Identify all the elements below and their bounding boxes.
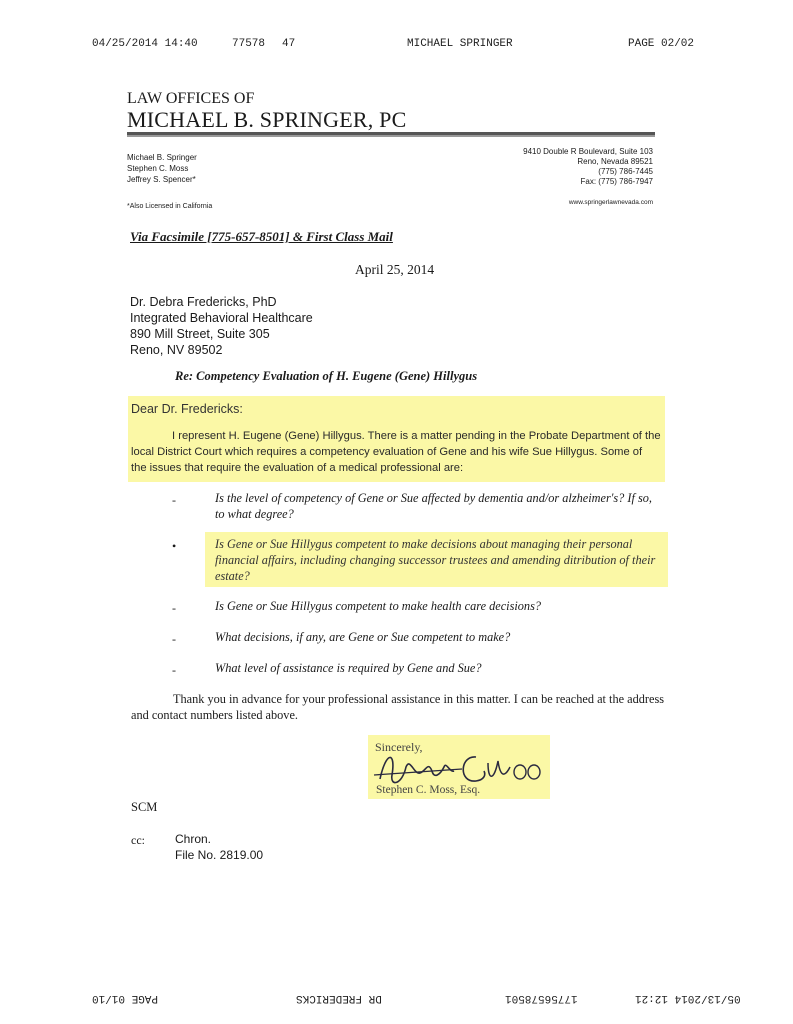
cc-list: [175, 831, 263, 863]
question-line: financial affairs, including changing successor trustees and amending ditribution of their: [215, 553, 656, 567]
letterhead-rule: [127, 132, 655, 137]
intro-line: local District Court which requires a competency evaluation of Gene and his wife Sue Hillygus. Some of: [131, 446, 643, 458]
footer-sender: DR FREDERICKS: [296, 992, 382, 1004]
recipient-line: Reno, NV 89502: [130, 343, 223, 357]
fax-number: 77578: [232, 38, 266, 50]
cc-item: File No. 2819.00: [175, 848, 264, 862]
address-line: 9410 Double R Boulevard, Suite 103: [523, 147, 653, 156]
letterhead-firm-name: MICHAEL B. SPRINGER, PC: [127, 107, 407, 132]
letterhead-line1: LAW OFFICES OF: [127, 90, 255, 107]
letter-date: April 25, 2014: [355, 262, 435, 277]
fax-datetime: 04/25/2014 14:40: [92, 38, 198, 50]
question-line: estate?: [215, 569, 250, 583]
intro-line: I represent H. Eugene (Gene) Hillygus. There is a matter pending in the Probate Department of the: [172, 430, 661, 442]
question-item: [215, 536, 655, 584]
closing-line: and contact numbers listed above.: [131, 708, 298, 722]
question-bullet: •: [172, 539, 177, 553]
question-line: What decisions, if any, are Gene or Sue competent to make?: [215, 630, 511, 644]
typist-initials: SCM: [131, 800, 158, 814]
cc-label: cc:: [131, 833, 145, 847]
signoff: Sincerely,: [375, 740, 423, 754]
footer-page: PAGE 01/10: [92, 992, 159, 1004]
delivery-method: Via Facsimile [775-657-8501] & First Class Mail: [130, 229, 393, 244]
question-bullet: -: [172, 493, 176, 507]
license-footnote: *Also Licensed in California: [127, 203, 213, 210]
fax-page: PAGE 02/02: [628, 38, 695, 50]
question-item: [215, 490, 652, 522]
recipient-line: 890 Mill Street, Suite 305: [130, 327, 270, 341]
footer-number: 17756578501: [505, 992, 578, 1004]
signer-name: Stephen C. Moss, Esq.: [376, 784, 481, 796]
address-fax: Fax: (775) 786-7947: [580, 177, 653, 186]
question-line: Is Gene or Sue Hillygus competent to make decisions about managing their personal: [215, 537, 633, 551]
intro-line: the issues that require the evaluation of a medical professional are:: [131, 462, 464, 474]
question-line: Is the level of competency of Gene or Sue affected by dementia and/or alzheimer's? If so,: [215, 491, 652, 505]
closing-line: Thank you in advance for your professional assistance in this matter. I can be reached at the address: [173, 692, 665, 706]
address-phone: (775) 786-7445: [598, 167, 653, 176]
fax-sender: MICHAEL SPRINGER: [407, 38, 513, 50]
address-line: Reno, Nevada 89521: [577, 157, 653, 166]
salutation: Dear Dr. Fredericks:: [131, 402, 243, 416]
question-bullet: -: [172, 663, 176, 677]
intro-paragraph: [131, 428, 661, 476]
footer-datetime: 05/13/2014 12:21: [635, 992, 741, 1004]
question-line: Is Gene or Sue Hillygus competent to make health care decisions?: [215, 599, 542, 613]
cc-item: Chron.: [175, 832, 212, 846]
recipient-line: Integrated Behavioral Healthcare: [130, 311, 313, 325]
attorney-name: Stephen C. Moss: [127, 164, 189, 173]
attorney-name: Jeffrey S. Spencer*: [127, 175, 196, 184]
firm-website: www.springerlawnevada.com: [568, 199, 653, 206]
fax-extra: 47: [282, 38, 296, 50]
question-bullet: -: [172, 632, 176, 646]
closing-paragraph: [131, 691, 664, 723]
subject-line: Re: Competency Evaluation of H. Eugene (Gene) Hillygus: [175, 369, 478, 383]
question-line: What level of assistance is required by Gene and Sue?: [215, 661, 482, 675]
recipient-line: Dr. Debra Fredericks, PhD: [130, 295, 277, 309]
question-line: to what degree?: [215, 507, 294, 521]
attorney-name: Michael B. Springer: [127, 153, 197, 162]
recipient-address: [130, 294, 313, 358]
firm-address: [523, 147, 653, 187]
question-bullet: -: [172, 601, 176, 615]
